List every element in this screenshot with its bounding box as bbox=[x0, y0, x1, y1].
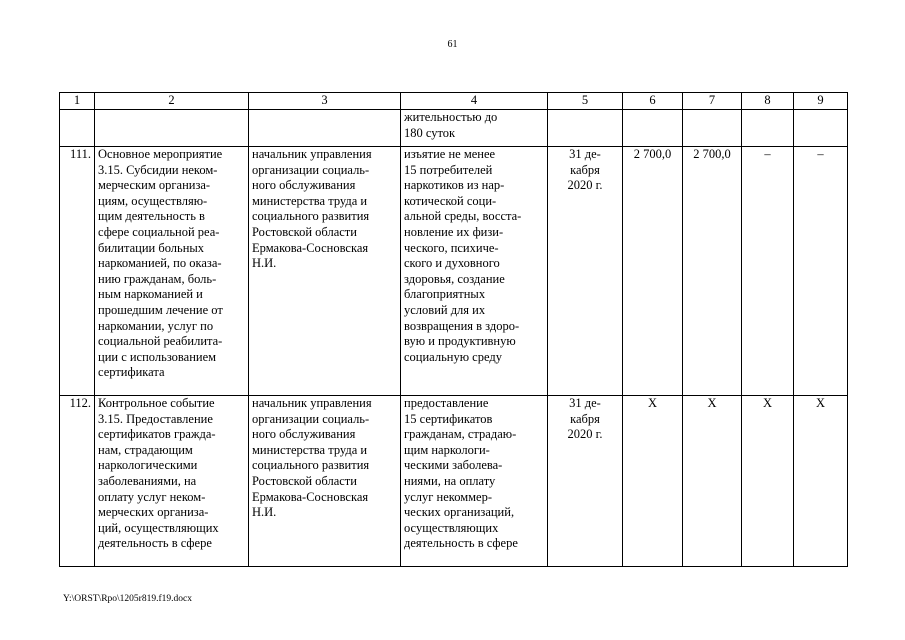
table-cell bbox=[742, 110, 794, 147]
column-header: 1 bbox=[60, 93, 95, 110]
table-row bbox=[60, 147, 848, 396]
value-cell: – bbox=[794, 147, 848, 396]
column-header: 2 bbox=[95, 93, 249, 110]
column-number-row bbox=[60, 93, 848, 110]
responsible-text: начальник управления организации социаль- ного обслуживания министерства труда и социального развития Ростовской области Ермакова-Сосновская Н.И. bbox=[252, 147, 372, 271]
table-cell bbox=[623, 110, 683, 147]
table-cell bbox=[548, 110, 623, 147]
value-cell: Х bbox=[683, 396, 742, 567]
table-cell bbox=[794, 110, 848, 147]
result-cell bbox=[401, 396, 548, 567]
responsible-text: начальник управления организации социаль- ного обслуживания министерства труда и социального развития Ростовской области Ермакова-Сосновская Н.И. bbox=[252, 396, 372, 520]
value-cell: Х bbox=[742, 396, 794, 567]
name-cell bbox=[95, 147, 249, 396]
date-cell bbox=[548, 396, 623, 567]
table-row-continuation bbox=[60, 110, 848, 147]
row-number: 112. bbox=[60, 396, 95, 567]
column-header: 7 bbox=[683, 93, 742, 110]
result-text: предоставление 15 сертификатов гражданам, страдаю- щим наркологи- ческими заболева- ниями, на оплату услуг некоммер- ческих организаций, осуществляющих деятельность в сфере bbox=[404, 396, 518, 551]
column-header: 6 bbox=[623, 93, 683, 110]
responsible-cell bbox=[249, 396, 401, 567]
value-cell: – bbox=[742, 147, 794, 396]
value-cell: 2 700,0 bbox=[683, 147, 742, 396]
file-path-footer: Y:\ORST\Rpo\1205r819.f19.docx bbox=[63, 594, 192, 604]
date-cell bbox=[548, 147, 623, 396]
column-header: 9 bbox=[794, 93, 848, 110]
result-text: жительностью до 180 суток bbox=[404, 110, 498, 140]
plan-table bbox=[59, 92, 848, 567]
column-header: 3 bbox=[249, 93, 401, 110]
table-cell bbox=[249, 110, 401, 147]
name-cell bbox=[95, 396, 249, 567]
name-text: Контрольное событие 3.15. Предоставление сертификатов гражда- нам, страдающим наркологическими заболеваниями, на оплату услуг неком- мерческих организа- ций, осуществляющих деятельность в сфере bbox=[98, 396, 219, 551]
date-text: 31 де- кабря 2020 г. bbox=[567, 396, 603, 442]
responsible-cell bbox=[249, 147, 401, 396]
row-number: 111. bbox=[60, 147, 95, 396]
result-text: изъятие не менее 15 потребителей наркотиков из нар- котической соци- альной среды, восста- новление их физи- ческого, психиче- ского и духовного здоровья, создание благоприятных условий для их возвращения в здоро- вую и продуктивную социальную среду bbox=[404, 147, 522, 364]
result-cell bbox=[401, 110, 548, 147]
table-cell bbox=[95, 110, 249, 147]
value-cell: Х bbox=[794, 396, 848, 567]
table-cell bbox=[60, 110, 95, 147]
page-number: 61 bbox=[447, 39, 458, 50]
table-cell bbox=[683, 110, 742, 147]
name-text: Основное мероприятие 3.15. Субсидии неком- мерческим организа- циям, осуществляю- щим деятельность в сфере социальной реа- билитации больных наркоманией, по оказа- нию гражданам, боль- ным наркоманией и прошедшим лечение от наркомании, услуг по социальной реабилита- ции с использованием сертификата bbox=[98, 147, 223, 380]
column-header: 8 bbox=[742, 93, 794, 110]
column-header: 5 bbox=[548, 93, 623, 110]
column-header: 4 bbox=[401, 93, 548, 110]
table-row bbox=[60, 396, 848, 567]
value-cell: Х bbox=[623, 396, 683, 567]
date-text: 31 де- кабря 2020 г. bbox=[567, 147, 603, 193]
value-cell: 2 700,0 bbox=[623, 147, 683, 396]
result-cell bbox=[401, 147, 548, 396]
